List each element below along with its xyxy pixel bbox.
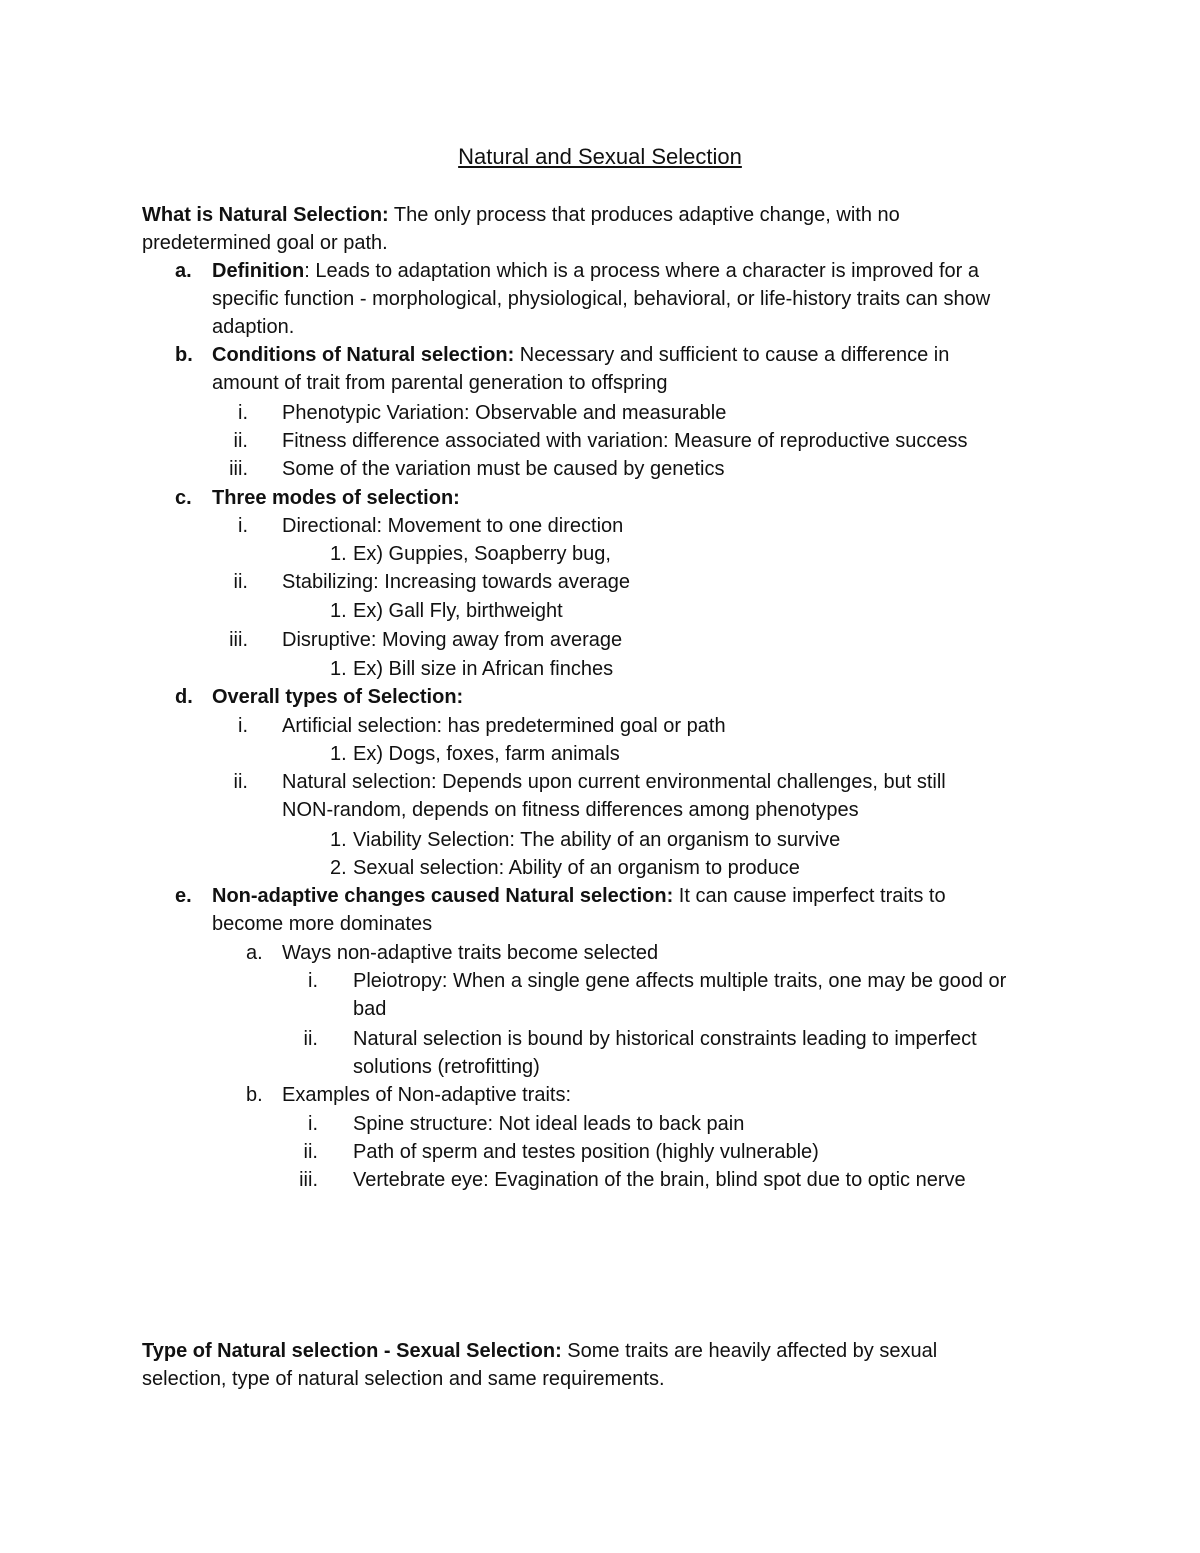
item-d-i-ex: Ex) Dogs, foxes, farm animals bbox=[353, 743, 620, 765]
item-d-ii-1-text: Viability Selection: The ability of an organism to survive bbox=[353, 829, 841, 851]
item-e-label: Non-adaptive changes caused Natural selection: bbox=[212, 885, 674, 907]
item-c-label: Three modes of selection: bbox=[212, 487, 460, 509]
item-e-text: It can cause imperfect traits to bbox=[673, 885, 946, 907]
item-e-a-i-marker: i. bbox=[308, 970, 318, 992]
item-a-label: Definition bbox=[212, 260, 305, 282]
item-a-line-2: specific function - morphological, physiological, behavioral, or life-history traits can show bbox=[212, 288, 991, 310]
item-d-i-text: Artificial selection: has predetermined goal or path bbox=[282, 715, 726, 737]
item-c-i-ex-marker: 1. bbox=[330, 543, 347, 565]
sexual-line-2: selection, type of natural selection and same requirements. bbox=[142, 1368, 665, 1390]
item-c-i-marker: i. bbox=[238, 515, 248, 537]
item-e-b-ii-text: Path of sperm and testes position (highly vulnerable) bbox=[353, 1141, 819, 1163]
item-e-a-ii-line-2: solutions (retrofitting) bbox=[353, 1056, 540, 1078]
item-b-line-1 bbox=[212, 341, 949, 369]
item-e-b-text: Examples of Non-adaptive traits: bbox=[282, 1084, 572, 1106]
item-c-iii-ex-marker: 1. bbox=[330, 658, 347, 680]
item-b-iii-text: Some of the variation must be caused by genetics bbox=[282, 458, 725, 480]
item-a-line-1 bbox=[212, 257, 979, 285]
item-c-ii-ex: Ex) Gall Fly, birthweight bbox=[353, 600, 563, 622]
item-d-ii-2-marker: 2. bbox=[330, 857, 347, 879]
item-c-i-ex: Ex) Guppies, Soapberry bug, bbox=[353, 543, 611, 565]
item-e-line-2: become more dominates bbox=[212, 913, 433, 935]
item-d-ii-line-2: NON-random, depends on fitness differences among phenotypes bbox=[282, 799, 859, 821]
item-e-line-1 bbox=[212, 882, 946, 910]
item-b-marker: b. bbox=[175, 344, 193, 366]
item-e-a-ii-line-1: Natural selection is bound by historical constraints leading to imperfect bbox=[353, 1028, 977, 1050]
item-b-line-2: amount of trait from parental generation to offspring bbox=[212, 372, 668, 394]
item-b-label: Conditions of Natural selection: bbox=[212, 344, 515, 366]
item-a-line-3: adaption. bbox=[212, 316, 295, 338]
item-e-a-i-line-2: bad bbox=[353, 998, 387, 1020]
intro-line-1 bbox=[142, 201, 900, 229]
item-e-b-iii-text: Vertebrate eye: Evagination of the brain, blind spot due to optic nerve bbox=[353, 1169, 966, 1191]
intro-label: What is Natural Selection: bbox=[142, 204, 389, 226]
item-d-ii-marker: ii. bbox=[233, 771, 248, 793]
item-d-label: Overall types of Selection: bbox=[212, 686, 464, 708]
item-c-iii-text: Disruptive: Moving away from average bbox=[282, 629, 623, 651]
item-e-b-i-text: Spine structure: Not ideal leads to back pain bbox=[353, 1113, 745, 1135]
item-a-marker: a. bbox=[175, 260, 192, 282]
item-c-iii-marker: iii. bbox=[229, 629, 248, 651]
page-title: Natural and Sexual Selection bbox=[458, 144, 742, 169]
item-c-ii-ex-marker: 1. bbox=[330, 600, 347, 622]
item-c-iii-ex: Ex) Bill size in African finches bbox=[353, 658, 614, 680]
item-e-b-ii-marker: ii. bbox=[303, 1141, 318, 1163]
item-e-b-i-marker: i. bbox=[308, 1113, 318, 1135]
item-e-marker: e. bbox=[175, 885, 192, 907]
item-c-ii-text: Stabilizing: Increasing towards average bbox=[282, 571, 630, 593]
item-c-i-text: Directional: Movement to one direction bbox=[282, 515, 624, 537]
item-b-ii-text: Fitness difference associated with variation: Measure of reproductive success bbox=[282, 430, 968, 452]
item-b-text: Necessary and sufficient to cause a difference in bbox=[514, 344, 950, 366]
sexual-line-1 bbox=[142, 1337, 937, 1365]
item-d-ii-2-text: Sexual selection: Ability of an organism to produce bbox=[353, 857, 800, 879]
sexual-text: Some traits are heavily affected by sexual bbox=[561, 1340, 938, 1362]
item-e-b-marker: b. bbox=[246, 1084, 263, 1106]
item-e-a-text: Ways non-adaptive traits become selected bbox=[282, 942, 659, 964]
item-c-ii-marker: ii. bbox=[233, 571, 248, 593]
item-a-text: : Leads to adaptation which is a process where a character is improved for a bbox=[304, 260, 980, 282]
intro-text: The only process that produces adaptive change, with no bbox=[388, 204, 900, 226]
item-e-b-iii-marker: iii. bbox=[299, 1169, 318, 1191]
item-d-ii-line-1: Natural selection: Depends upon current environmental challenges, but still bbox=[282, 771, 946, 793]
item-b-ii-marker: ii. bbox=[233, 430, 248, 452]
item-e-a-i-line-1: Pleiotropy: When a single gene affects multiple traits, one may be good or bbox=[353, 970, 1007, 992]
item-d-marker: d. bbox=[175, 686, 193, 708]
item-b-i-text: Phenotypic Variation: Observable and measurable bbox=[282, 402, 727, 424]
item-c-marker: c. bbox=[175, 487, 192, 509]
item-b-iii-marker: iii. bbox=[229, 458, 248, 480]
item-d-ii-1-marker: 1. bbox=[330, 829, 347, 851]
item-e-a-marker: a. bbox=[246, 942, 263, 964]
item-b-i-marker: i. bbox=[238, 402, 248, 424]
item-d-i-marker: i. bbox=[238, 715, 248, 737]
sexual-label: Type of Natural selection - Sexual Selection: bbox=[142, 1340, 562, 1362]
item-e-a-ii-marker: ii. bbox=[303, 1028, 318, 1050]
item-d-i-ex-marker: 1. bbox=[330, 743, 347, 765]
intro-line-2: predetermined goal or path. bbox=[142, 232, 388, 254]
